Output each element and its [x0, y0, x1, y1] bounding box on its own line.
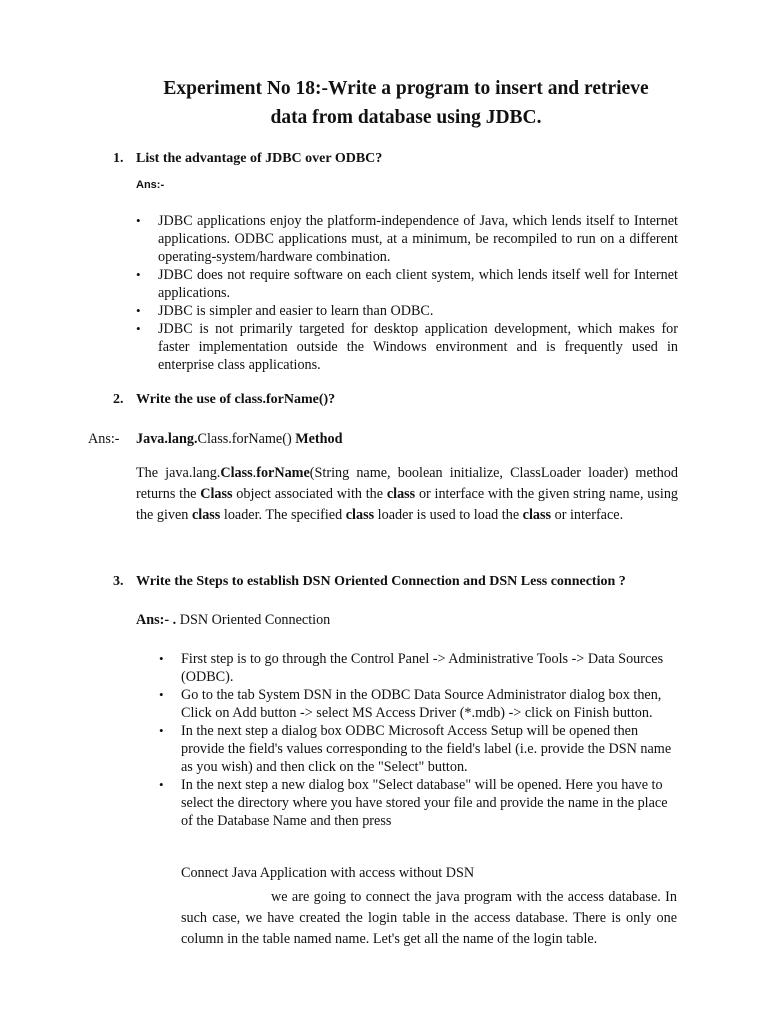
answer-label: Ans:- . [136, 612, 177, 628]
list-item: • JDBC is not primarily targeted for desktop application development, which makes for faster implementation outside the Windows environment and is frequently used in enterprise class applications. [136, 321, 678, 373]
title-line-2: data from database using JDBC. [270, 107, 542, 128]
bullet-icon: • [136, 267, 141, 282]
bullet-icon: • [136, 321, 141, 336]
bullet-icon: • [159, 777, 164, 792]
dsn-steps-list [159, 650, 681, 830]
forname-paragraph: The java.lang.Class.forName(String name, boolean initialize, ClassLoader loader) method returns the Class object associated with the class or interface with the given string name, using the given class loader. The specified class loader is used to load the class or interface. [136, 465, 679, 523]
list-item: • In the next step a new dialog box "Select database" will be opened. Here you have to select the directory where you have stored your file and provide the name in the place of the Database Name and then press [159, 777, 668, 829]
question-text: Write the Steps to establish DSN Oriented Connection and DSN Less connection ? [136, 574, 626, 589]
answer-subheading: DSN Oriented Connection [179, 612, 331, 628]
connect-paragraph: we are going to connect the java program with the access database. In such case, we have created the login table in the access database. There is only one column in the table named name. Let's get all the name of the login table. [181, 889, 677, 947]
list-item: • JDBC applications enjoy the platform-independence of Java, which lends itself to Internet applications. ODBC applications must, at a minimum, be recompiled to run on a different operating-system/hardware combination. [136, 213, 678, 265]
question-number: 1. [113, 151, 124, 166]
list-item: • First step is to go through the Control Panel -> Administrative Tools -> Data Sources (ODBC). [159, 651, 664, 685]
question-number: 2. [113, 392, 124, 407]
list-item: • Go to the tab System DSN in the ODBC Data Source Administrator dialog box then, Click on Add button -> select MS Access Driver (*.mdb) -> click on Finish button. [159, 687, 662, 721]
question-number: 3. [113, 574, 124, 589]
bullet-icon: • [159, 651, 164, 666]
title-line-1: Experiment No 18:-Write a program to insert and retrieve [163, 78, 649, 99]
list-item: • JDBC does not require software on each client system, which lends itself well for Internet applications. [136, 267, 678, 301]
answer-label: Ans:- [88, 431, 120, 447]
method-heading: Java.lang.Class.forName() Method [136, 431, 343, 447]
advantages-list [136, 212, 678, 374]
question-text: Write the use of class.forName()? [136, 392, 336, 407]
question-text: List the advantage of JDBC over ODBC? [136, 151, 383, 166]
answer-label: Ans:- [136, 179, 165, 191]
connect-heading: Connect Java Application with access without DSN [181, 865, 475, 881]
bullet-icon: • [159, 687, 164, 702]
bullet-icon: • [136, 213, 141, 228]
page-title [100, 74, 712, 132]
answer-line [136, 611, 330, 629]
bullet-icon: • [136, 303, 141, 318]
question-3 [113, 573, 626, 591]
list-item: • In the next step a dialog box ODBC Microsoft Access Setup will be opened then provide the field's values corresponding to the field's label (i.e. provide the DSN name as you wish) and then click on the "Select" button. [159, 723, 672, 775]
question-2 [113, 391, 335, 409]
question-1 [113, 150, 382, 168]
list-item: • JDBC is simpler and easier to learn than ODBC. [136, 303, 434, 319]
bullet-icon: • [159, 723, 164, 738]
